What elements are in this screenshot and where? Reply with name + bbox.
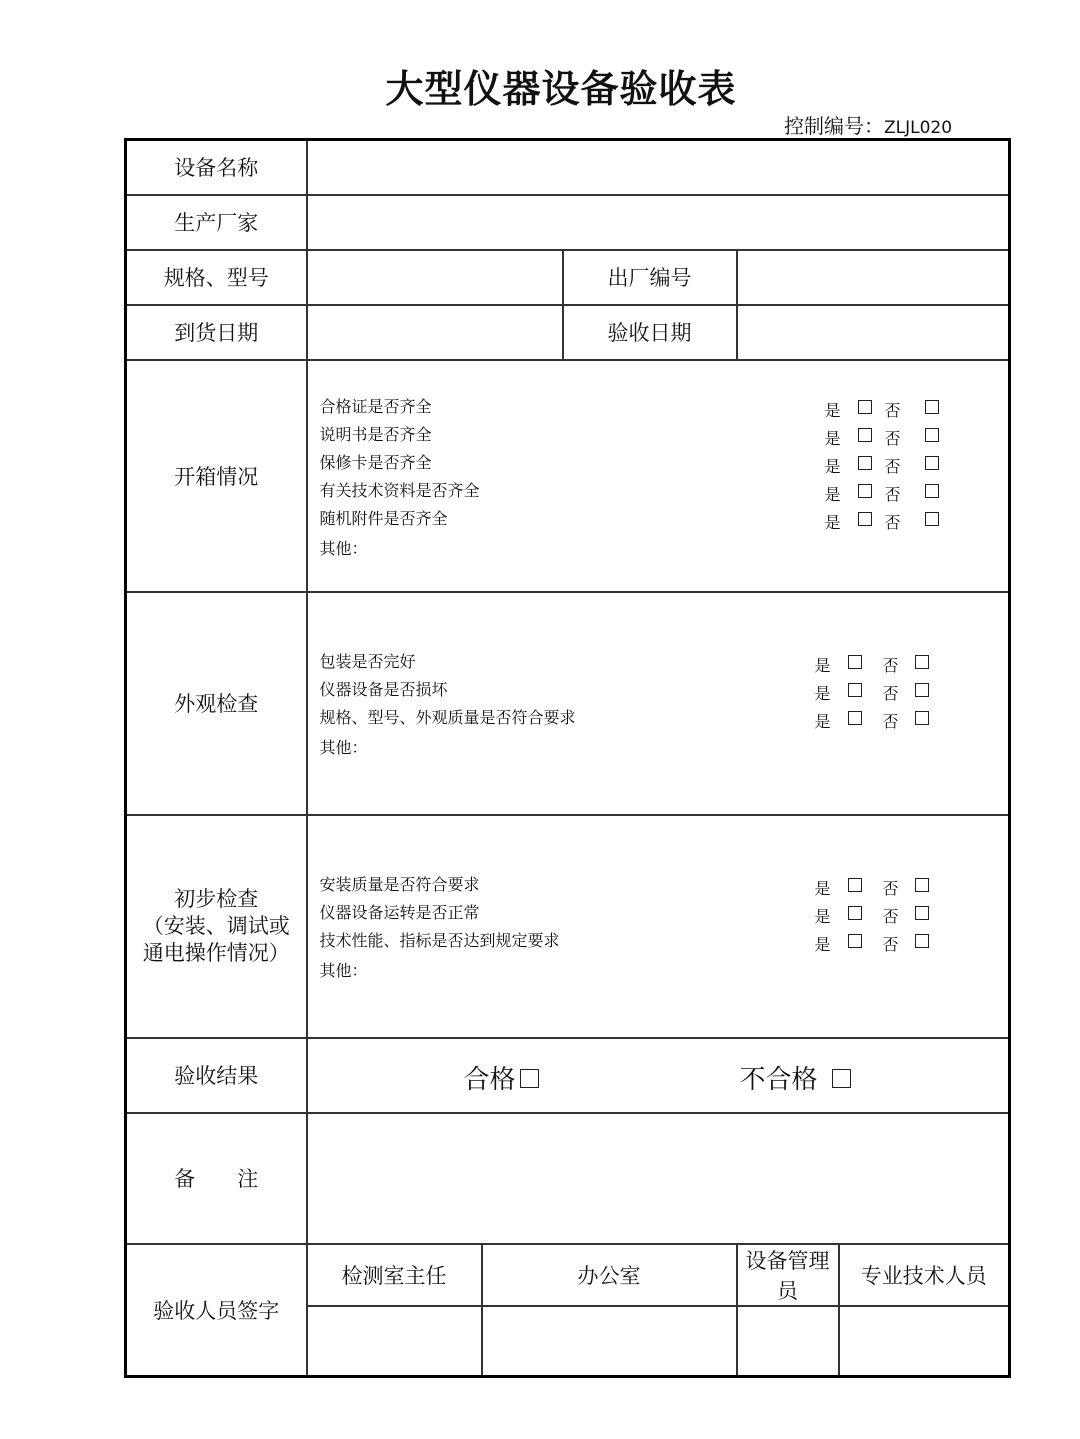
no-checkbox-icon[interactable] [925,456,939,470]
yes-label: 是 [814,935,831,954]
yes-label: 是 [814,712,831,731]
yes-checkbox-icon[interactable] [848,711,862,725]
no-label: 否 [884,400,901,420]
yes-label: 是 [824,484,841,504]
no-label: 否 [882,907,899,926]
checklist-item [308,504,1009,532]
yes-checkbox-icon[interactable] [848,934,862,948]
no-checkbox-icon[interactable] [925,428,939,442]
signature-role-technical-staff: 专业技术人员 [839,1244,1010,1306]
preliminary-checklist [307,815,1010,1038]
yes-label: 是 [824,428,841,448]
checklist-question: 规格、型号、外观质量是否符合要求 [319,708,576,727]
checklist-item [308,647,1009,675]
no-label: 否 [884,456,901,476]
control-number [784,110,952,139]
device-name-label: 设备名称 [126,140,307,195]
signature-field-equipment-manager[interactable] [737,1306,839,1377]
remarks-char1: 备 [174,1167,196,1191]
checklist-item [308,703,1009,731]
no-label: 否 [882,684,899,703]
checklist-question: 仪器设备是否损坏 [319,680,448,699]
unboxing-other[interactable] [308,532,1009,560]
signature-role-office: 办公室 [482,1244,737,1306]
signature-label: 验收人员签字 [126,1244,307,1377]
no-checkbox-icon[interactable] [915,878,929,892]
yes-checkbox-icon[interactable] [858,400,872,414]
acceptance-form-table [124,138,1011,1378]
checklist-question: 保修卡是否齐全 [319,452,432,472]
yes-checkbox-icon[interactable] [848,878,862,892]
checklist-question: 仪器设备运转是否正常 [319,903,480,922]
yes-label: 是 [814,656,831,675]
form-title: 大型仪器设备验收表 [385,67,737,111]
factory-no-label: 出厂编号 [563,250,737,305]
appearance-other[interactable] [308,731,1009,759]
preliminary-label-line1: 初步检查 [174,886,259,911]
preliminary-other[interactable] [308,954,1009,982]
result-options [307,1038,1010,1113]
yes-label: 是 [814,879,831,898]
remarks-field[interactable] [307,1113,1010,1244]
yes-checkbox-icon[interactable] [848,683,862,697]
no-label: 否 [882,656,899,675]
appearance-checklist [307,592,1010,815]
manufacturer-field[interactable] [307,195,1010,250]
manufacturer-label: 生产厂家 [126,195,307,250]
checklist-item [308,476,1009,504]
no-checkbox-icon[interactable] [925,484,939,498]
arrival-date-label: 到货日期 [126,305,307,360]
yes-label: 是 [824,400,841,420]
no-label: 否 [884,428,901,448]
yes-checkbox-icon[interactable] [848,906,862,920]
result-fail[interactable] [740,1059,851,1096]
spec-model-field[interactable] [307,250,563,305]
checklist-item [308,420,1009,448]
no-label: 否 [882,712,899,731]
no-label: 否 [882,935,899,954]
appearance-label: 外观检查 [126,592,307,815]
unboxing-label: 开箱情况 [126,360,307,592]
signature-field-technical-staff[interactable] [839,1306,1010,1377]
yes-label: 是 [814,907,831,926]
signature-field-lab-director[interactable] [307,1306,482,1377]
result-pass[interactable] [464,1059,539,1096]
other-label: 其他： [319,738,368,757]
no-checkbox-icon[interactable] [925,400,939,414]
preliminary-label [126,815,307,1038]
acceptance-date-label: 验收日期 [563,305,737,360]
checklist-question: 有关技术资料是否齐全 [319,480,480,500]
no-label: 否 [882,879,899,898]
checklist-item [308,870,1009,898]
checklist-question: 安装质量是否符合要求 [319,875,480,894]
yes-checkbox-icon[interactable] [858,512,872,526]
yes-label: 是 [824,456,841,476]
no-checkbox-icon[interactable] [925,512,939,526]
no-checkbox-icon[interactable] [915,711,929,725]
yes-checkbox-icon[interactable] [848,655,862,669]
no-checkbox-icon[interactable] [915,906,929,920]
checklist-question: 包装是否完好 [319,652,416,671]
checklist-item [308,448,1009,476]
no-label: 否 [884,484,901,504]
acceptance-date-field[interactable] [737,305,1010,360]
signature-role-lab-director: 检测室主任 [307,1244,482,1306]
no-checkbox-icon[interactable] [915,934,929,948]
checkbox-icon[interactable] [832,1069,851,1088]
checklist-item [308,898,1009,926]
checklist-item [308,926,1009,954]
yes-checkbox-icon[interactable] [858,456,872,470]
yes-label: 是 [824,512,841,532]
no-label: 否 [884,512,901,532]
checklist-item [308,392,1009,420]
checklist-question: 技术性能、指标是否达到规定要求 [319,931,560,950]
no-checkbox-icon[interactable] [915,655,929,669]
other-label: 其他： [319,961,368,980]
other-label: 其他： [319,538,368,558]
checklist-question: 说明书是否齐全 [319,424,432,444]
result-fail-label: 不合格 [739,1064,818,1095]
yes-checkbox-icon[interactable] [858,428,872,442]
result-label: 验收结果 [126,1038,307,1113]
spec-model-label: 规格、型号 [126,250,307,305]
yes-checkbox-icon[interactable] [858,484,872,498]
remarks-label [126,1113,307,1244]
remarks-char2: 注 [237,1167,259,1191]
signature-role-equipment-manager: 设备管理员 [737,1244,839,1306]
yes-label: 是 [814,684,831,703]
control-number-code: ZLJL020 [884,118,953,138]
arrival-date-field[interactable] [307,305,563,360]
unboxing-checklist [307,360,1010,592]
preliminary-label-line3: 通电操作情况） [142,940,290,965]
factory-no-field[interactable] [737,250,1010,305]
checkbox-icon[interactable] [520,1069,539,1088]
appearance-items [308,647,1009,731]
device-name-field[interactable] [307,140,1010,195]
unboxing-items [308,392,1009,532]
preliminary-label-line2: （安装、调试或 [142,913,290,938]
checklist-item [308,675,1009,703]
checklist-question: 随机附件是否齐全 [319,508,448,528]
control-number-label: 控制编号： [784,114,884,138]
no-checkbox-icon[interactable] [915,683,929,697]
checklist-question: 合格证是否齐全 [319,396,432,416]
signature-field-office[interactable] [482,1306,737,1377]
preliminary-items [308,870,1009,954]
result-pass-label: 合格 [463,1064,516,1095]
